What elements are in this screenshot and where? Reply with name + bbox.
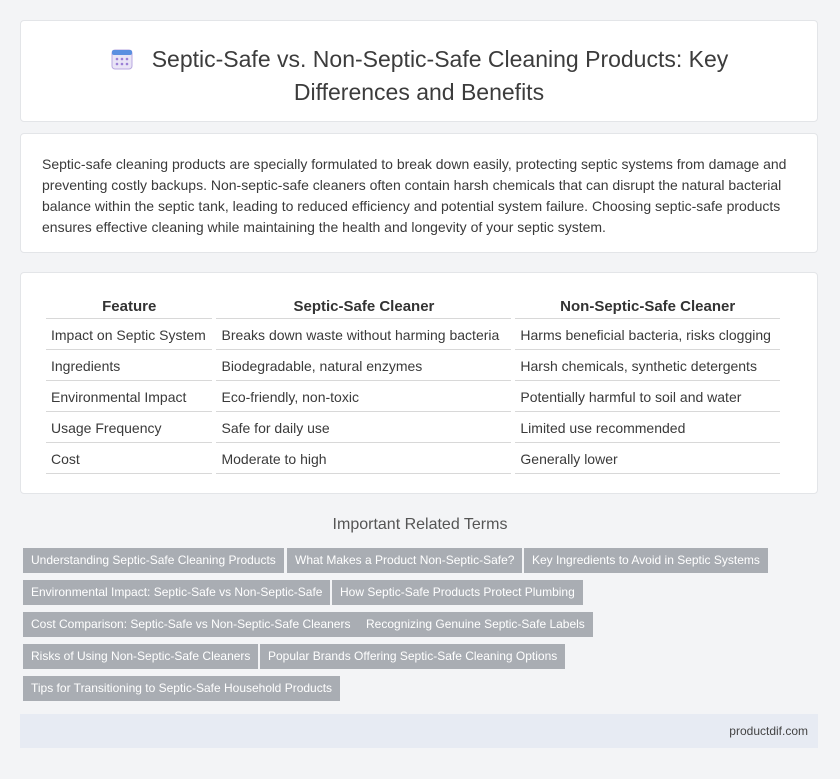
related-term-link[interactable]: Risks of Using Non-Septic-Safe Cleaners [23, 644, 258, 669]
table-cell: Eco-friendly, non-toxic [216, 381, 511, 412]
related-term-link[interactable]: Understanding Septic-Safe Cleaning Products [23, 548, 284, 573]
related-term-link[interactable]: Cost Comparison: Septic-Safe vs Non-Septic-Safe Cleaners [23, 612, 358, 637]
comparison-table [42, 295, 784, 474]
related-term-link[interactable]: Key Ingredients to Avoid in Septic Systems [524, 548, 768, 573]
column-header: Non-Septic-Safe Cleaner [515, 295, 780, 319]
column-header: Septic-Safe Cleaner [216, 295, 511, 319]
table-header-row [46, 295, 780, 319]
table-cell: Biodegradable, natural enzymes [216, 350, 511, 381]
related-term-link[interactable]: How Septic-Safe Products Protect Plumbing [332, 580, 583, 605]
table-cell: Environmental Impact [46, 381, 212, 412]
related-terms-heading: Important Related Terms [332, 516, 508, 533]
table-cell: Safe for daily use [216, 412, 511, 443]
table-cell: Usage Frequency [46, 412, 212, 443]
intro-card [20, 133, 818, 253]
table-row [46, 381, 780, 412]
table-row [46, 319, 780, 350]
table-cell: Generally lower [515, 443, 780, 474]
table-cell: Cost [46, 443, 212, 474]
related-term-link[interactable]: Tips for Transitioning to Septic-Safe Household Products [23, 676, 340, 701]
title-line-2: Differences and Benefits [293, 79, 545, 105]
table-cell: Ingredients [46, 350, 212, 381]
comparison-card [20, 272, 818, 494]
related-term-link[interactable]: Recognizing Genuine Septic-Safe Labels [358, 612, 593, 637]
page-title [21, 45, 817, 107]
column-header: Feature [46, 295, 212, 319]
table-cell: Harsh chemicals, synthetic detergents [515, 350, 780, 381]
title-line-1: Septic-Safe vs. Non-Septic-Safe Cleaning Products: Key [151, 46, 729, 72]
header-card [20, 20, 818, 122]
intro-paragraph: Septic-safe cleaning products are specially formulated to break down easily, protecting septic systems from damage and preventing costly backups. Non-septic-safe cleaners often contain harsh chemicals that can disrupt the natural bacterial balance within the septic tank, leading to reduced efficiency and potential system failure. Choosing septic-safe products ensures effective cleaning while maintaining the health and longevity of your septic system. [42, 156, 787, 235]
table-row [46, 350, 780, 381]
related-term-link[interactable]: Popular Brands Offering Septic-Safe Cleaning Options [260, 644, 565, 669]
table-cell: Limited use recommended [515, 412, 780, 443]
footer [20, 714, 818, 748]
site-link[interactable]: productdif.com [729, 724, 808, 738]
table-cell: Breaks down waste without harming bacteria [216, 319, 511, 350]
calendar-icon [110, 47, 134, 78]
table-cell: Impact on Septic System [46, 319, 212, 350]
table-cell: Harms beneficial bacteria, risks clogging [515, 319, 780, 350]
related-term-link[interactable]: What Makes a Product Non-Septic-Safe? [287, 548, 522, 573]
related-term-link[interactable]: Environmental Impact: Septic-Safe vs Non-Septic-Safe [23, 580, 330, 605]
table-row [46, 443, 780, 474]
table-row [46, 412, 780, 443]
table-cell: Moderate to high [216, 443, 511, 474]
table-cell: Potentially harmful to soil and water [515, 381, 780, 412]
